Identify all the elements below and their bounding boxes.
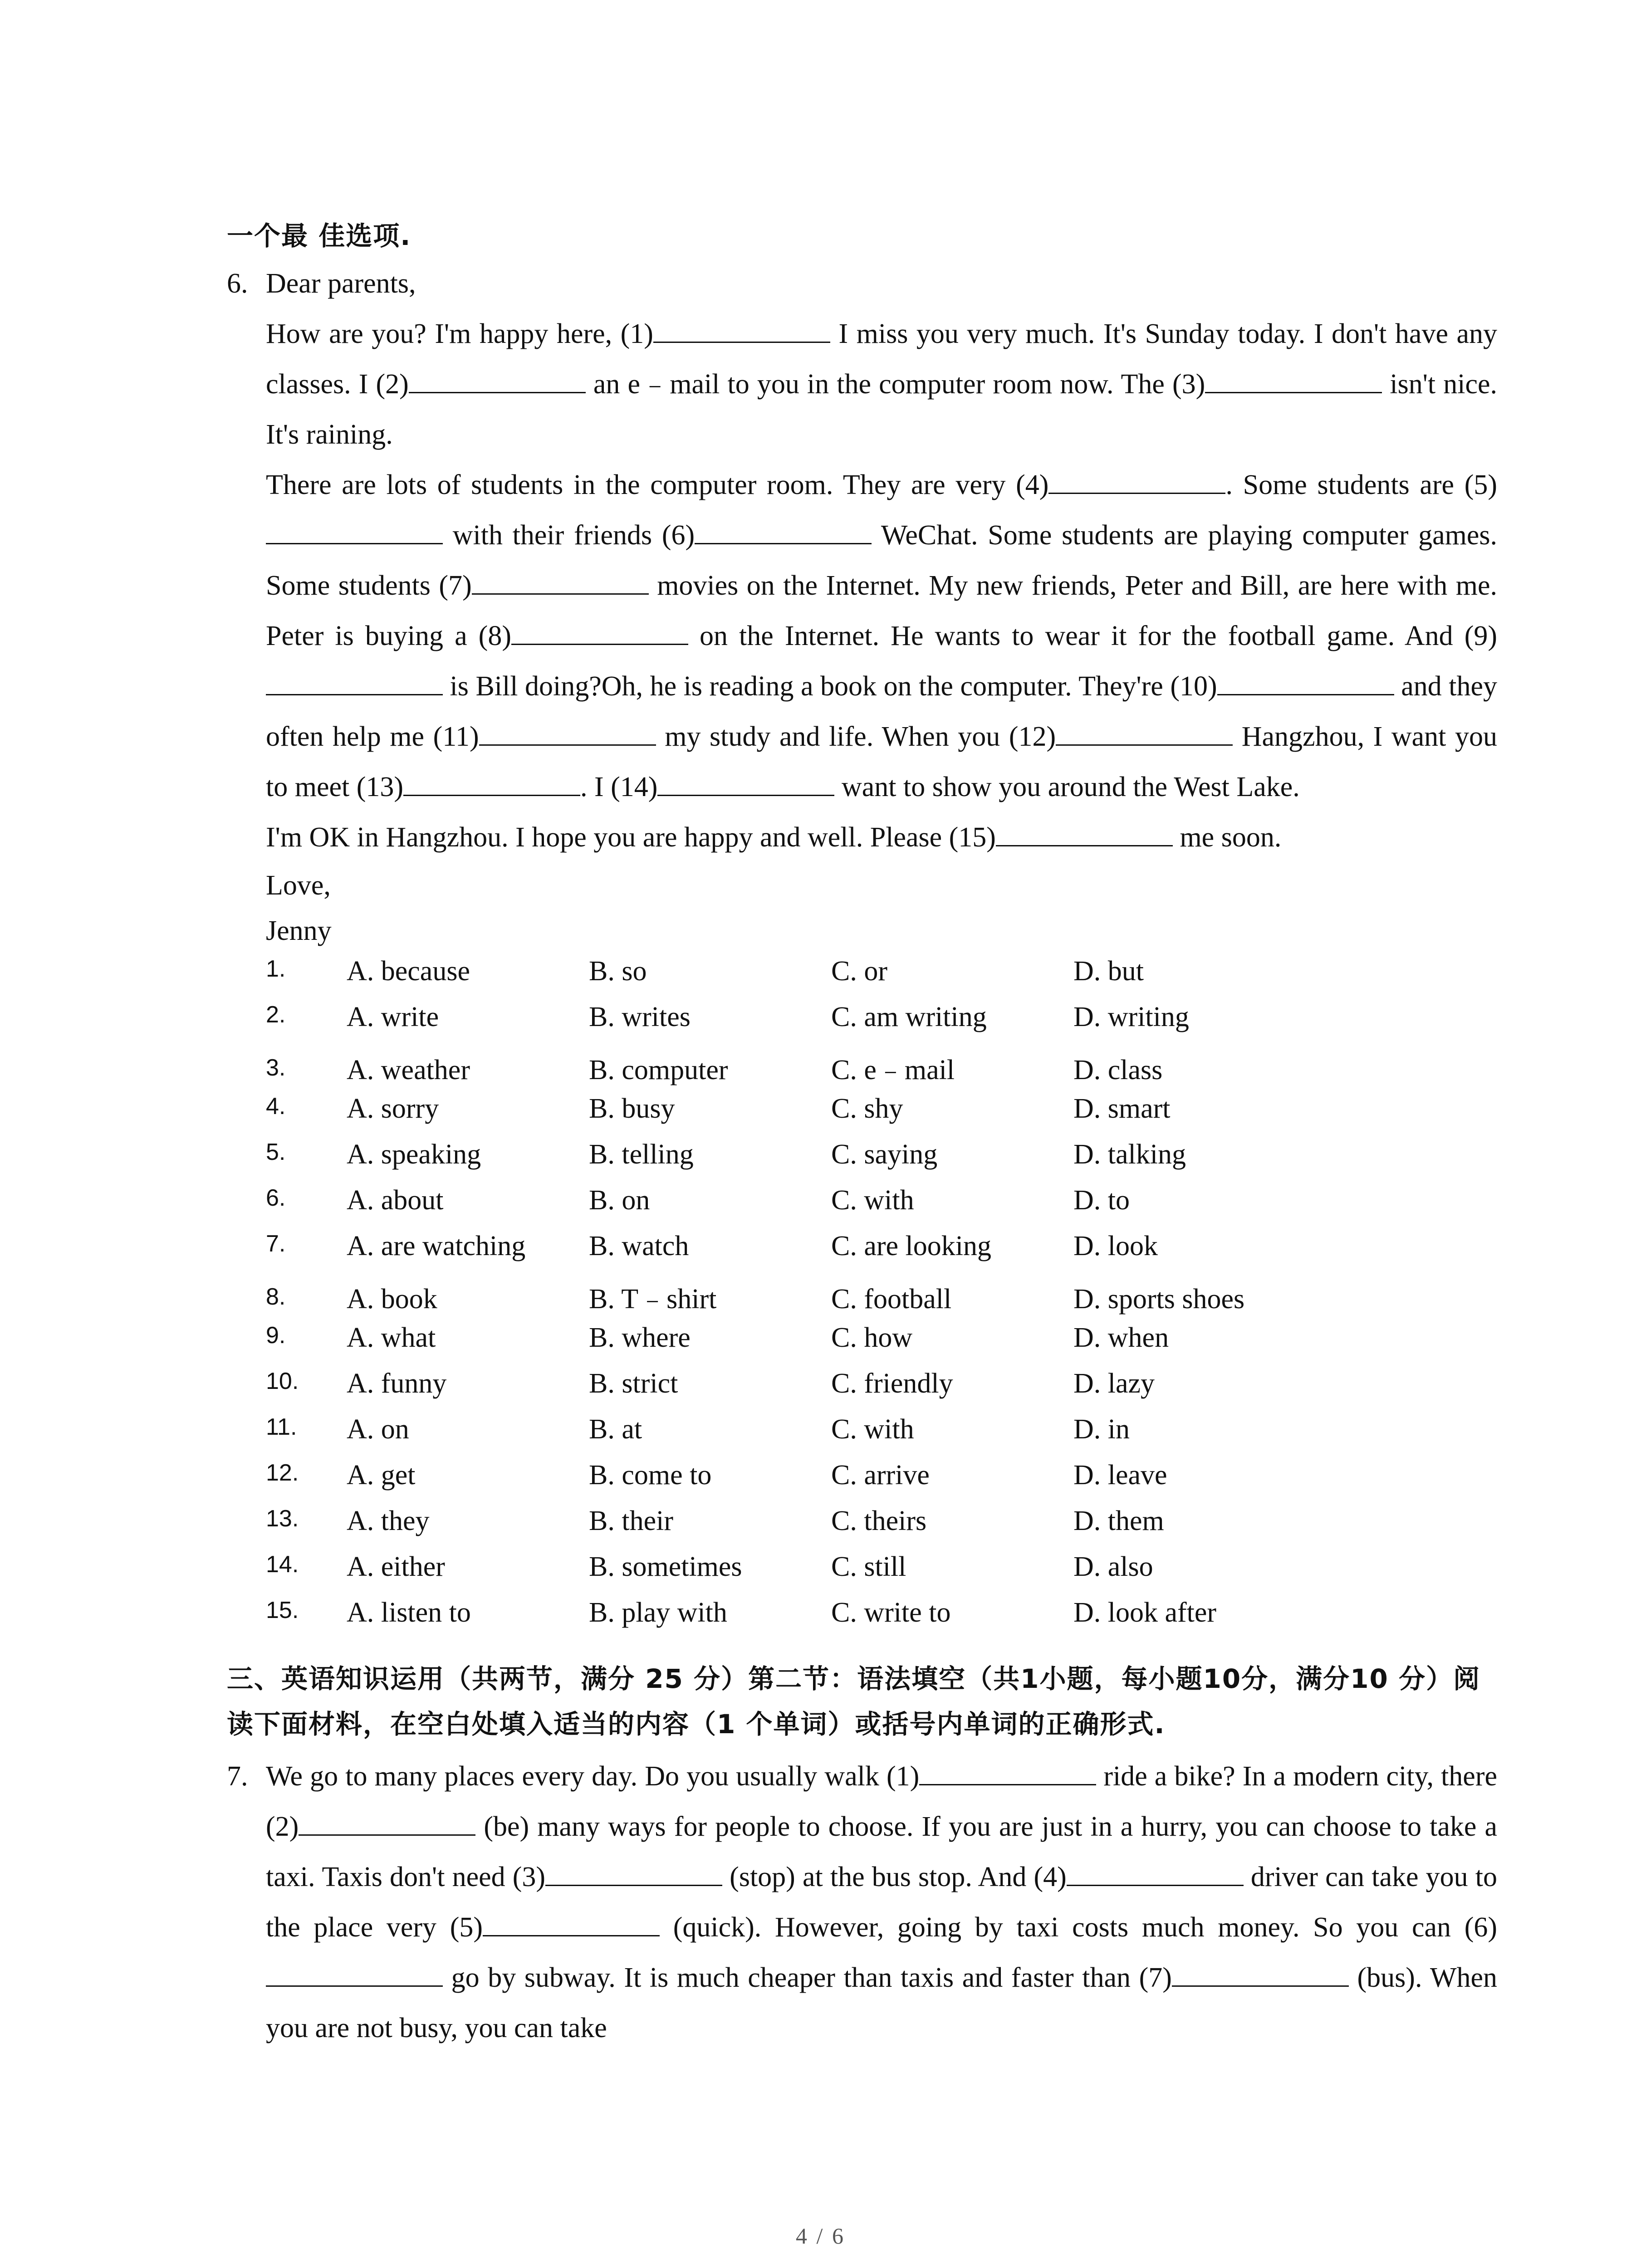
option-row-number: 13. — [266, 1505, 299, 1532]
option-d[interactable]: D. to — [1073, 1185, 1130, 1216]
passage-paragraph-2 — [266, 460, 1497, 812]
q7-text: (be) many ways for people to choose. If you are just in a hurry, you can choose to take a taxi. Taxis don't need (3) — [266, 1811, 1497, 1892]
q6-para-1-text: I miss you very much. It's Sunday today. I don't have any classes. I (2) — [266, 318, 1498, 400]
q6-para-2-blank-2[interactable] — [266, 519, 443, 544]
option-c[interactable]: C. arrive — [831, 1460, 930, 1491]
option-d[interactable]: D. smart — [1073, 1093, 1171, 1124]
section-3-heading: 三、英语知识运用（共两节，满分 25 分）第二节：语法填空（共1小题，每小题10分，满分10 分）阅读下面材料，在空白处填入适当的内容（1 个单词）或括号内单词的正确形式. — [227, 1663, 1481, 1740]
option-a[interactable]: A. get — [347, 1460, 416, 1491]
option-d[interactable]: D. in — [1073, 1414, 1130, 1445]
option-row-9 — [266, 1322, 1497, 1368]
option-c[interactable]: C. e﹣mail — [831, 1055, 955, 1085]
option-row-number: 15. — [266, 1597, 299, 1623]
question-7-number: 7. — [227, 1761, 248, 1792]
q6-para-3-text: I'm OK in Hangzhou. I hope you are happy and well. Please (15) — [266, 822, 996, 853]
option-d[interactable]: D. also — [1073, 1551, 1153, 1582]
option-row-4 — [266, 1093, 1497, 1139]
question-6-number: 6. — [227, 268, 248, 299]
option-a[interactable]: A. about — [347, 1185, 444, 1216]
q6-para-1-blank-2[interactable] — [409, 368, 586, 393]
option-b[interactable]: B. their — [589, 1505, 673, 1536]
option-row-5 — [266, 1139, 1497, 1184]
q6-para-2-text: and they often help me (11) — [266, 671, 1498, 752]
option-b[interactable]: B. writes — [589, 1002, 691, 1032]
option-row-number: 2. — [266, 1002, 286, 1028]
option-d[interactable]: D. class — [1073, 1055, 1163, 1085]
q7-text: ride a bike? In a modern city, there (2) — [266, 1761, 1497, 1842]
option-row-12 — [266, 1459, 1497, 1505]
option-a[interactable]: A. what — [347, 1322, 436, 1353]
option-row-13 — [266, 1505, 1497, 1551]
q6-para-2-blank-7[interactable] — [1217, 670, 1394, 695]
option-b[interactable]: B. strict — [589, 1368, 678, 1399]
q6-para-2-text: want to show you around the West Lake. — [834, 772, 1300, 802]
grammar-fill-passage — [266, 1761, 1497, 2043]
q6-para-2-text: . Some students are (5) — [1225, 469, 1497, 500]
option-c[interactable]: C. theirs — [831, 1505, 927, 1536]
option-b[interactable]: B. T﹣shirt — [589, 1284, 717, 1315]
option-row-number: 7. — [266, 1231, 286, 1257]
option-a[interactable]: A. because — [347, 956, 470, 987]
option-b[interactable]: B. at — [589, 1414, 642, 1445]
option-c[interactable]: C. with — [831, 1414, 914, 1445]
q6-para-1-blank-3[interactable] — [1205, 368, 1382, 393]
option-a[interactable]: A. sorry — [347, 1093, 439, 1124]
option-b[interactable]: B. computer — [589, 1055, 728, 1085]
option-row-number: 10. — [266, 1368, 299, 1394]
letter-signature: Jenny — [266, 915, 332, 946]
option-row-11 — [266, 1413, 1497, 1459]
letter-closing: Love, — [266, 870, 331, 901]
option-b[interactable]: B. sometimes — [589, 1551, 742, 1582]
option-b[interactable]: B. on — [589, 1185, 650, 1216]
option-c[interactable]: C. still — [831, 1551, 906, 1582]
question-6-header — [227, 259, 1497, 309]
section-intro-heading: 一个最 佳选项. — [227, 220, 411, 251]
q7-blank-3[interactable] — [545, 1861, 722, 1886]
option-d[interactable]: D. look — [1073, 1231, 1158, 1261]
option-a[interactable]: A. on — [347, 1414, 409, 1445]
option-row-15 — [266, 1597, 1497, 1642]
q6-para-2-blank-10[interactable] — [403, 771, 580, 796]
option-row-10 — [266, 1368, 1497, 1413]
passage-paragraph-1 — [266, 309, 1497, 460]
option-a[interactable]: A. they — [347, 1505, 430, 1536]
option-row-number: 14. — [266, 1551, 299, 1578]
option-row-8 — [266, 1276, 1497, 1322]
q6-para-2-text: WeChat. Some students are playing computer games. Some students (7) — [266, 520, 1497, 601]
option-a[interactable]: A. either — [347, 1551, 445, 1582]
q6-para-2-blank-1[interactable] — [1048, 469, 1225, 494]
option-c[interactable]: C. with — [831, 1185, 914, 1216]
option-row-2 — [266, 1001, 1497, 1047]
option-row-number: 12. — [266, 1460, 299, 1486]
q6-para-1-text: isn't nice. It's raining. — [266, 369, 1498, 450]
option-c[interactable]: C. saying — [831, 1139, 938, 1170]
option-b[interactable]: B. busy — [589, 1093, 675, 1124]
q7-blank-1[interactable] — [919, 1760, 1096, 1785]
option-row-14 — [266, 1551, 1497, 1597]
answer-options-table — [227, 955, 1497, 1642]
option-row-6 — [266, 1184, 1497, 1230]
letter-greeting: Dear parents, — [266, 268, 416, 299]
cloze-passage — [227, 309, 1497, 863]
option-b[interactable]: B. play with — [589, 1597, 727, 1628]
page-number: 4 / 6 — [796, 2223, 845, 2248]
q6-para-2-blank-6[interactable] — [266, 670, 443, 695]
option-row-number: 4. — [266, 1093, 286, 1119]
option-row-number: 6. — [266, 1185, 286, 1211]
q7-text: (stop) at the bus stop. And (4) — [722, 1862, 1067, 1892]
q6-para-1-text: an e﹣mail to you in the computer room now. The (3) — [585, 369, 1205, 400]
option-row-7 — [266, 1230, 1497, 1276]
q7-blank-7[interactable] — [1172, 1962, 1349, 1987]
option-b[interactable]: B. so — [589, 956, 647, 987]
option-a[interactable]: A. funny — [347, 1368, 447, 1399]
option-b[interactable]: B. telling — [589, 1139, 694, 1170]
option-d[interactable]: D. leave — [1073, 1460, 1167, 1491]
q6-para-2-blank-11[interactable] — [657, 771, 834, 796]
option-row-number: 9. — [266, 1322, 286, 1349]
page-content — [227, 213, 1497, 2053]
option-d[interactable]: D. lazy — [1073, 1368, 1155, 1399]
option-c[interactable]: C. how — [831, 1322, 913, 1353]
option-d[interactable]: D. look after — [1073, 1597, 1217, 1628]
q6-para-2-blank-9[interactable] — [1056, 721, 1233, 746]
q6-para-2-blank-5[interactable] — [511, 620, 688, 645]
option-c[interactable]: C. write to — [831, 1597, 951, 1628]
q7-text: (bus). When you are not busy, you can take — [266, 1962, 1497, 2043]
option-a[interactable]: A. speaking — [347, 1139, 481, 1170]
q6-para-2-blank-4[interactable] — [472, 570, 649, 595]
option-a[interactable]: A. write — [347, 1002, 439, 1032]
option-row-number: 5. — [266, 1139, 286, 1165]
option-b[interactable]: B. come to — [589, 1460, 712, 1491]
q6-para-1-text: How are you? I'm happy here, (1) — [266, 318, 653, 349]
q6-para-3-text: me soon. — [1172, 822, 1282, 853]
q7-blank-2[interactable] — [299, 1811, 475, 1836]
q6-para-2-text: on the Internet. He wants to wear it for the football game. And (9) — [688, 621, 1498, 651]
option-c[interactable]: C. football — [831, 1284, 952, 1315]
passage-paragraph-3 — [266, 812, 1497, 863]
q6-para-2-text: There are lots of students in the computer room. They are very (4) — [266, 469, 1049, 500]
option-d[interactable]: D. sports shoes — [1073, 1284, 1245, 1315]
option-a[interactable]: A. listen to — [347, 1597, 471, 1628]
q7-text: driver can take you to the place very (5) — [266, 1862, 1498, 1943]
option-d[interactable]: D. talking — [1073, 1139, 1186, 1170]
option-b[interactable]: B. watch — [589, 1231, 689, 1261]
option-c[interactable]: C. are looking — [831, 1231, 991, 1261]
q6-para-2-blank-8[interactable] — [479, 721, 656, 746]
option-d[interactable]: D. when — [1073, 1322, 1169, 1353]
option-c[interactable]: C. or — [831, 956, 887, 987]
option-row-3 — [266, 1047, 1497, 1093]
option-row-number: 11. — [266, 1414, 297, 1440]
q7-blank-4[interactable] — [1067, 1861, 1244, 1886]
option-a[interactable]: A. are watching — [347, 1231, 526, 1261]
q7-text: (quick). However, going by taxi costs much money. So you can (6) — [660, 1912, 1498, 1943]
q7-text: We go to many places every day. Do you usually walk (1) — [266, 1761, 920, 1792]
question-7 — [227, 1751, 1497, 2053]
option-c[interactable]: C. am writing — [831, 1002, 987, 1032]
q6-para-2-text: is Bill doing?Oh, he is reading a book on the computer. They're (10) — [443, 671, 1217, 702]
q6-para-3-blank-1[interactable] — [996, 821, 1173, 846]
q7-blank-5[interactable] — [483, 1911, 660, 1936]
option-a[interactable]: A. book — [347, 1284, 437, 1315]
q6-para-1-blank-1[interactable] — [653, 318, 830, 343]
q6-para-2-text: . I (14) — [580, 772, 658, 802]
option-a[interactable]: A. weather — [347, 1055, 470, 1085]
option-row-number: 8. — [266, 1284, 286, 1310]
q7-blank-6[interactable] — [266, 1962, 443, 1987]
option-d[interactable]: D. them — [1073, 1505, 1164, 1536]
option-row-number: 1. — [266, 956, 286, 982]
option-row-1 — [266, 955, 1497, 1001]
q6-para-2-text: movies on the Internet. My new friends, Peter and Bill, are here with me. Peter is buying a (8) — [266, 570, 1497, 651]
q6-para-2-text: my study and life. When you (12) — [656, 721, 1056, 752]
q6-para-2-text: with their friends (6) — [443, 520, 695, 551]
option-c[interactable]: C. shy — [831, 1093, 903, 1124]
q6-para-2-blank-3[interactable] — [695, 519, 872, 544]
q6-para-2-text: Hangzhou, I want you to meet (13) — [266, 721, 1497, 802]
option-b[interactable]: B. where — [589, 1322, 691, 1353]
q7-text: go by subway. It is much cheaper than taxis and faster than (7) — [443, 1962, 1172, 1993]
option-d[interactable]: D. writing — [1073, 1002, 1189, 1032]
option-row-number: 3. — [266, 1055, 286, 1081]
option-c[interactable]: C. friendly — [831, 1368, 953, 1399]
option-d[interactable]: D. but — [1073, 956, 1144, 987]
